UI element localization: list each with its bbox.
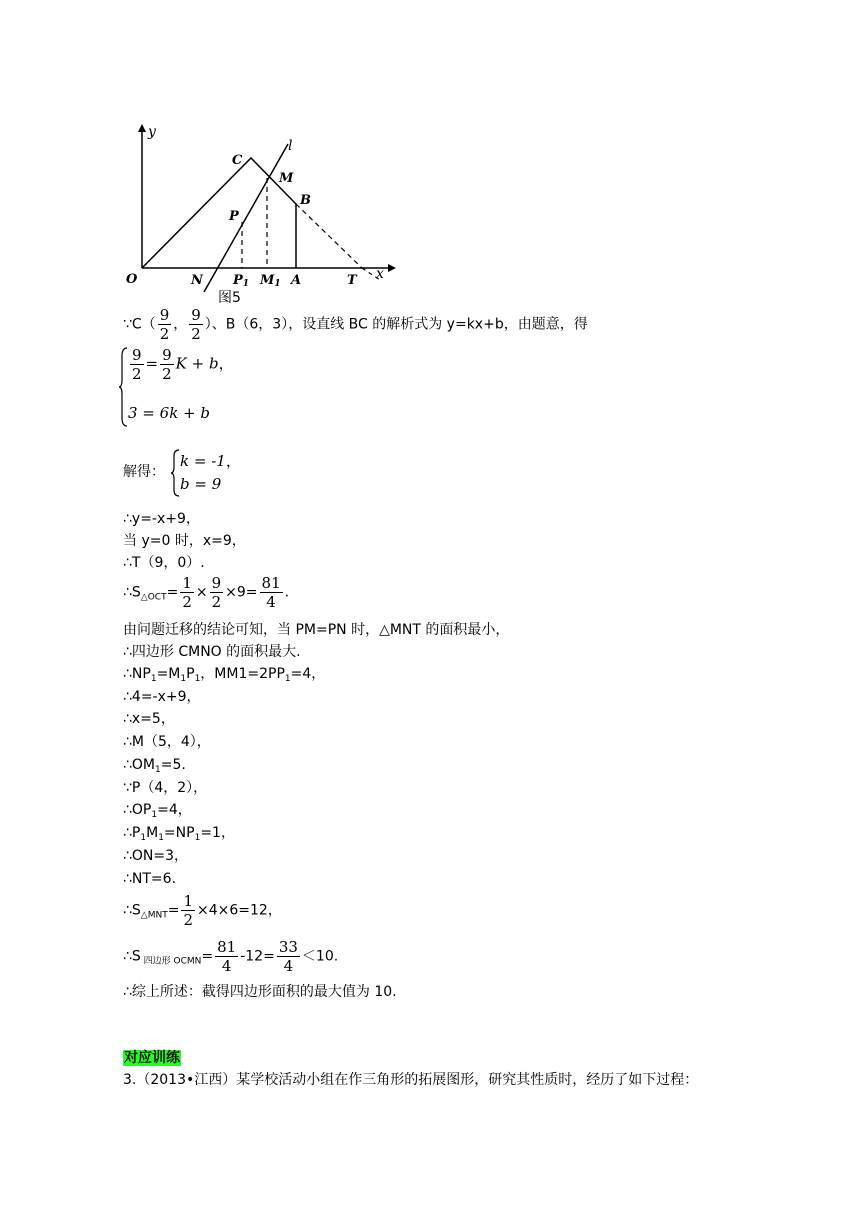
fraction: $\frac{1}{2}$ [182,574,192,611]
label-p1: P1 [233,273,250,289]
line-t-coords: ∴T（9，0）. [123,555,205,571]
line-p1m1: $\therefore P_1M_1=NP_1=1$， [123,825,235,843]
fraction: $\frac{33}{4}$ [278,938,298,975]
fraction: $\frac{9}{2}$ [132,346,142,383]
system-2-row-1: k = -1， [180,452,241,470]
line-conclusion-pm-pn: 由问题迁移的结论可知，当 PM=PN 时，△MNT 的面积最小， [123,622,510,638]
line-np1: $\therefore NP_1=M_1P_1$，$MM1=2PP_1=4$， [123,666,326,684]
label-o: O [126,272,138,287]
problem-3-intro: 3.（2013•江西）某学校活动小组在作三角形的拓展图形，研究其性质时，经历了如下过程： [123,1072,699,1088]
line-x-5: ∴x=5， [123,711,175,727]
equation-system-1 [118,346,318,428]
line-p-coords: ∵P（4，2）， [123,780,208,796]
label-m1: M1 [260,273,281,289]
label-y: y [148,124,156,140]
fraction: $\frac{1}{2}$ [183,892,193,929]
fraction: $\frac{81}{4}$ [217,938,237,975]
line-m-coords: ∴M（5，4）， [123,734,211,750]
polygon-ocba [142,158,296,268]
label-a: A [291,273,302,288]
solve-label: 解得： [123,464,165,480]
line-c-b-coords: ∵C（ $\frac{9}{2}$ ， $\frac{9}{2}$ ）、B（6，3），设直线 BC 的解析式为 y=kx+b，由题意，得 [123,306,588,343]
system-1-row-2: 3 = 6k + b [128,404,210,422]
label-p: P [229,209,239,224]
fraction: $\frac{9}{2}$ [191,306,201,343]
line-y-zero: 当 y=0 时，x=9， [123,533,246,549]
line-nt: ∴NT=6. [123,871,177,887]
label-t: T [347,273,357,288]
label-l: l [288,138,293,154]
label-m: M [279,171,294,186]
line-om1: $\therefore OM_1=5$. [123,757,186,775]
label-x: x [376,266,384,282]
label-c: C [232,153,243,168]
section-heading [123,1048,181,1068]
line-l [204,144,288,292]
section-label-highlight: 对应训练 [124,1050,180,1066]
line-area-mnt: $\therefore S_{\triangle MNT}=$ $\frac{1}{2}$ ×4×6=12， [123,892,282,929]
label-n: N [191,273,203,288]
figure-svg [118,120,398,305]
segment-bt [296,204,362,268]
line-4-eq: ∴4=-x+9， [123,689,201,705]
system-1-row-1: $\frac{9}{2}$ = $\frac{9}{2}$ K + b， [132,346,234,383]
fraction: $\frac{9}{2}$ [211,574,222,611]
line-op1: $\therefore OP_1=4$， [123,802,192,820]
fraction: $\frac{81}{4}$ [261,574,281,611]
line-final-conclusion: ∴综上所述：截得四边形面积的最大值为 10. [123,984,397,1000]
brace-icon [118,346,128,428]
fraction: $\frac{9}{2}$ [159,306,170,343]
geometry-figure [118,120,398,305]
line-area-ocmn: ∴S $_{四边形 OCMN}$= $\frac{81}{4}$ -12= $\frac{33}{4}$ ＜10. [123,938,339,975]
line-on: ∴ON=3， [123,848,189,864]
label-b: B [300,193,311,208]
line-area-oct: $\therefore S_{\triangle OCT}=$ $\frac{1}{2}$ × $\frac{9}{2}$ ×9= $\frac{81}{4}$ . [123,574,290,611]
equation-system-2 [170,448,270,498]
x-axis-arrow [388,264,396,272]
figure-caption: 图5 [218,290,241,306]
system-2-row-2: b = 9 [180,475,222,493]
fraction: $\frac{9}{2}$ [162,346,172,383]
brace-icon [170,448,180,498]
y-axis-arrow [138,124,146,132]
line-cmno-max: ∴四边形 CMNO 的面积最大. [123,644,301,660]
line-y-equation: ∴y=-x+9， [123,511,200,527]
